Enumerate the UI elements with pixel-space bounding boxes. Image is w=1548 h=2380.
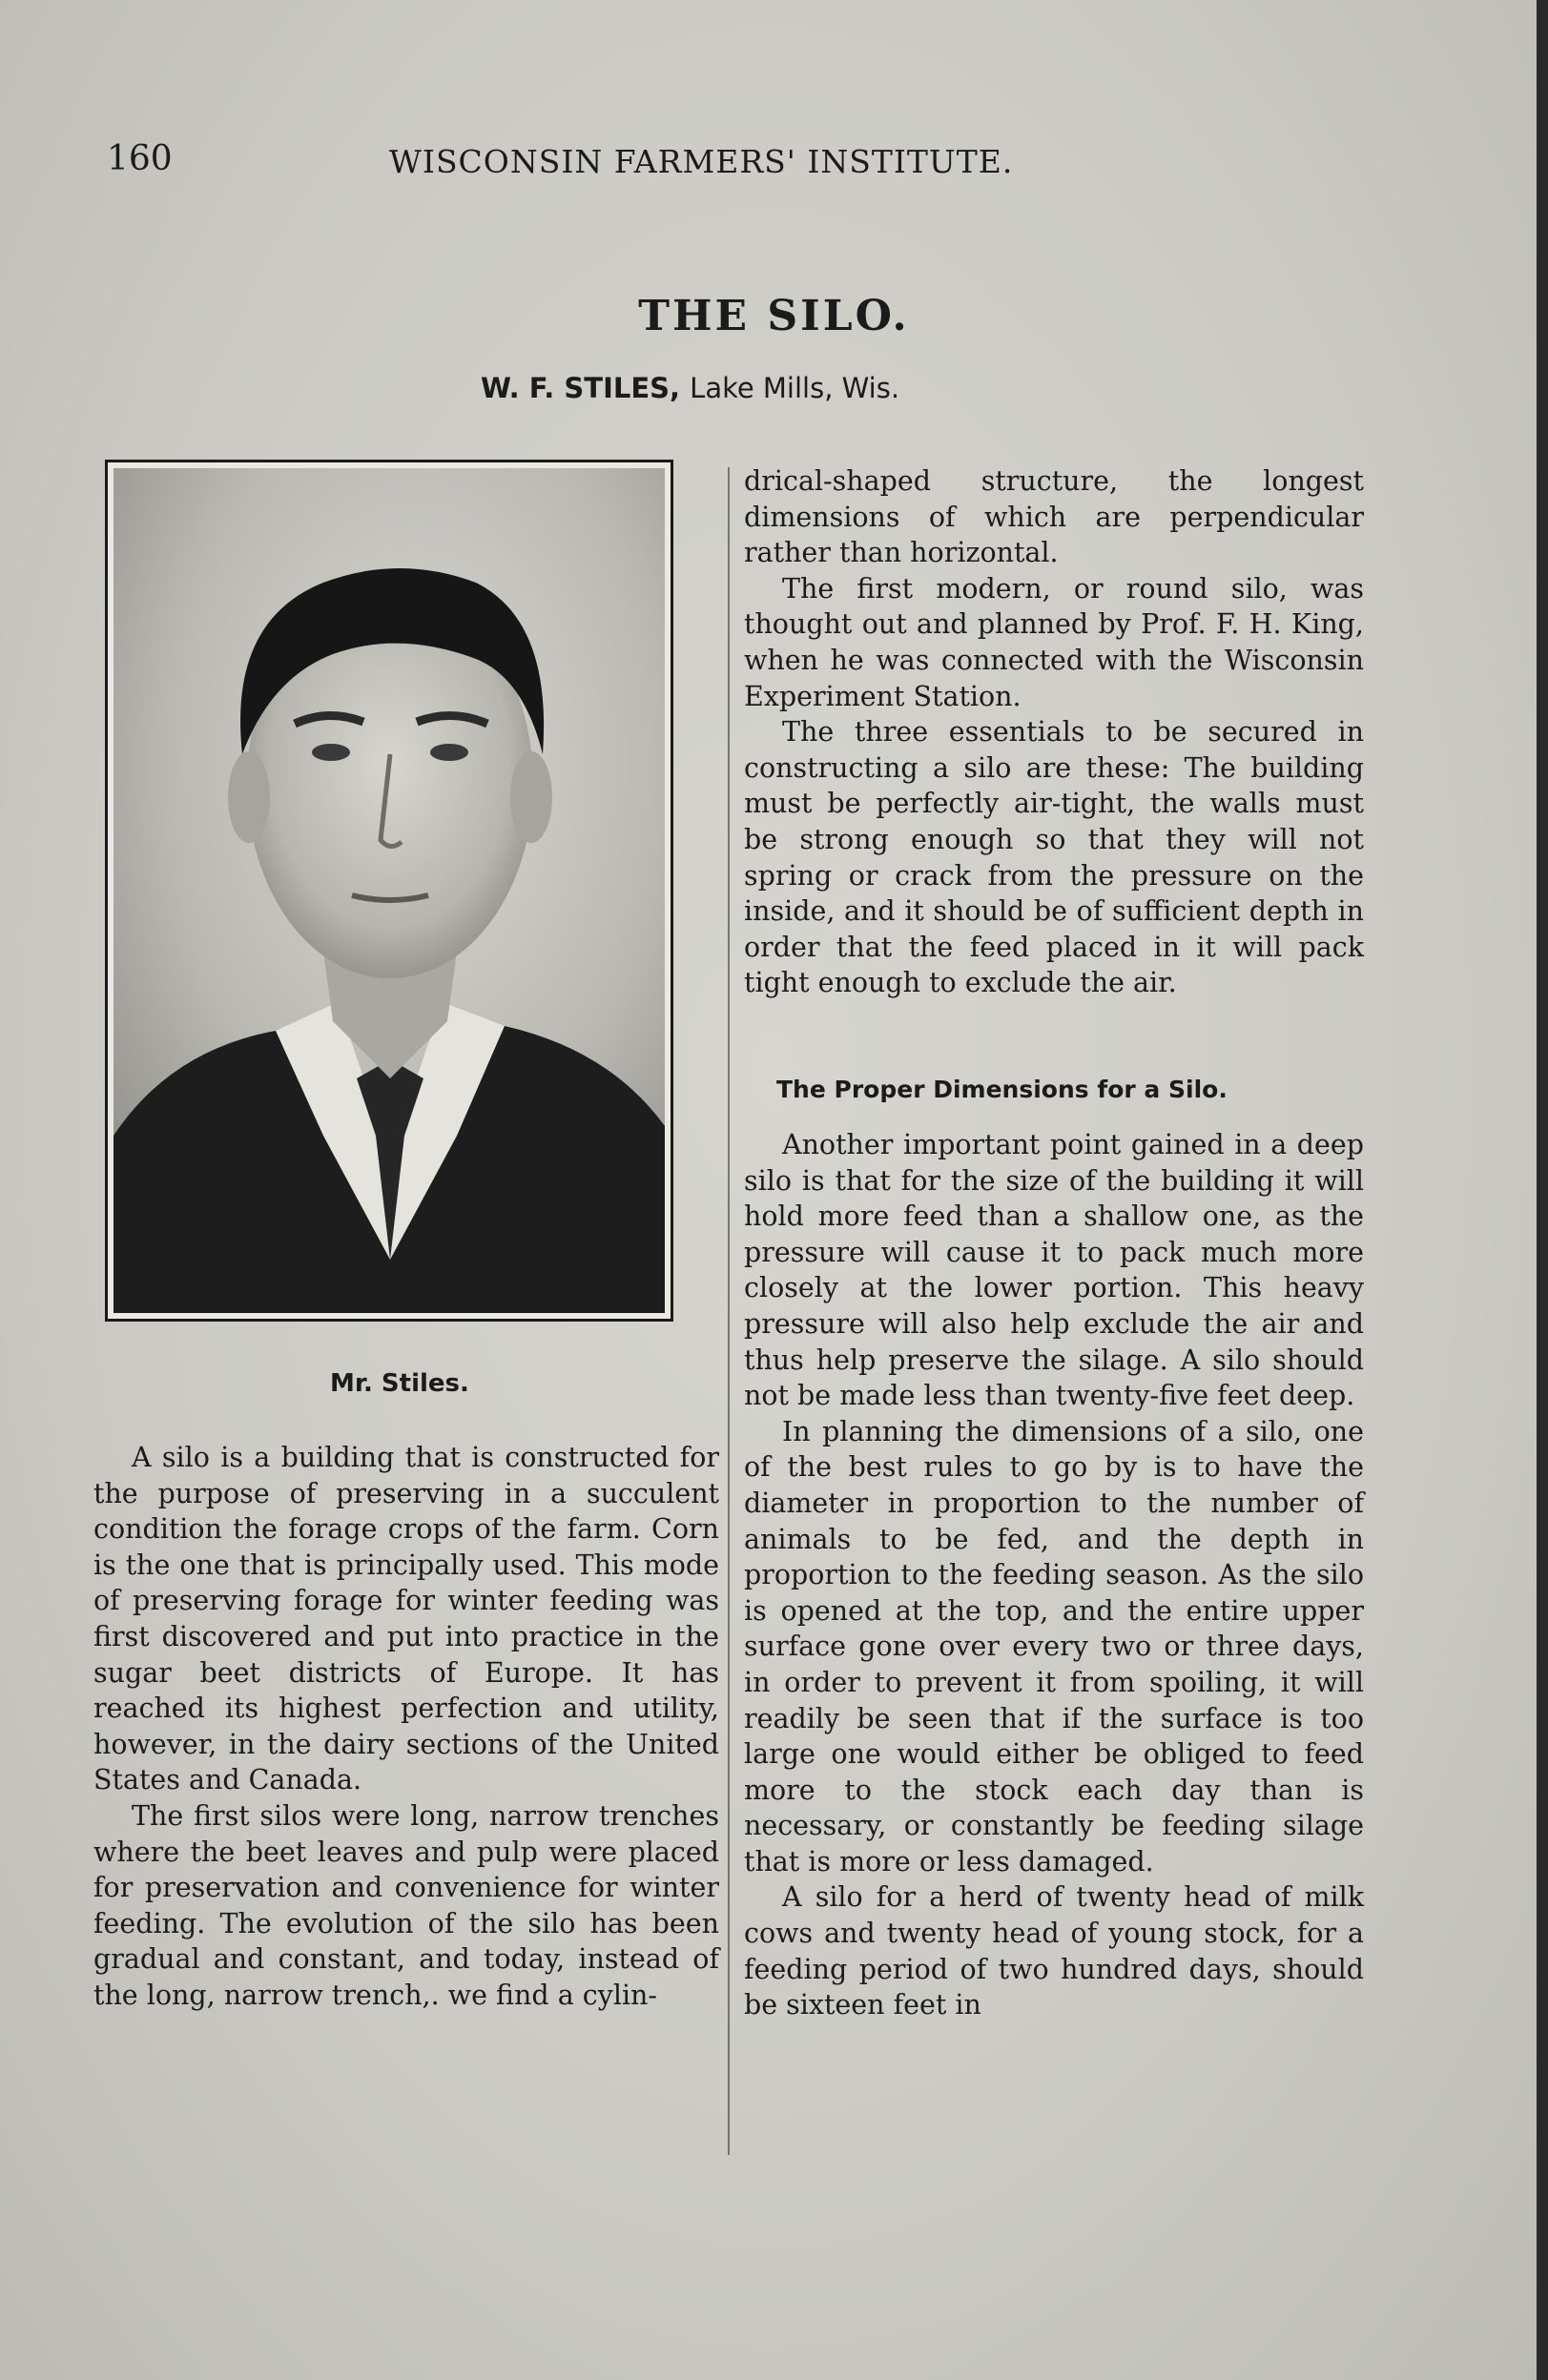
photo-caption: Mr. Stiles. [330, 1369, 469, 1398]
byline [481, 372, 899, 404]
paragraph: A silo is a building that is constructed for the purpose of preserving in a succulent condition the forage crops of the farm. Corn is the one that is principally used. This mode of preserving forage for winter feeding was first discovered and put into practice in the sugar beet districts of Europe. It has reached its highest perfection and utility, however, in the dairy sections of the United States and Canada. [93, 1442, 719, 1796]
journal-title: WISCONSIN FARMERS' INSTITUTE. [389, 143, 1014, 180]
paragraph: The first modern, or round silo, was thought out and planned by Prof. F. H. King, when he was connected with the Wisconsin Experiment Station. [744, 572, 1364, 712]
right-column-bottom [744, 1127, 1364, 2023]
column-divider [728, 467, 730, 2155]
paragraph: Another important point gained in a deep silo is that for the size of the building it will hold more feed than a shallow one, as the pressure will cause it to pack much more closely at the lower portion. This heavy pressure will also help exclude the air and thus help preserve the silage. A silo should not be made less than twenty-five feet deep. [744, 1129, 1364, 1412]
right-column-top [744, 463, 1364, 1001]
paragraph: drical-shaped structure, the longest dimensions of which are perpendicular rather than horizontal. [744, 465, 1364, 569]
section-heading: The Proper Dimensions for a Silo. [776, 1076, 1228, 1103]
page-number: 160 [107, 139, 173, 178]
paragraph: The three essentials to be secured in constructing a silo are these: The building must be perfectly air-tight, the walls must be strong enough so that they will not spring or crack from the pressure on the inside, and it should be of sufficient depth in order that the feed placed in it will pack tight enough to exclude the air. [744, 716, 1364, 999]
paragraph: The first silos were long, narrow trenches where the beet leaves and pulp were placed for preservation and convenience for winter feeding. The evolution of the silo has been gradual and constant, and today, instead of the long, narrow trench,. we find a cylin- [93, 1799, 719, 2011]
author-name: W. F. STILES, [481, 372, 681, 404]
running-head [0, 139, 1548, 187]
portrait-photo [105, 460, 673, 1322]
paragraph: In planning the dimensions of a silo, one of the best rules to go by is to have the diameter in proportion to the number of animals to be fed, and the depth in proportion to the feeding season. As the silo is opened at the top, and the entire upper surface gone over every two or three days, in order to prevent it from spoiling, it will readily be seen that if the surface is too large one would either be obliged to feed more to the stock each day than is necessary, or constantly be feeding silage that is more or less damaged. [744, 1415, 1364, 1877]
author-location: Lake Mills, Wis. [690, 372, 900, 404]
paragraph: A silo for a herd of twenty head of milk cows and twenty head of young stock, for a feeding period of two hundred days, should be sixteen feet in [744, 1881, 1364, 2021]
scan-edge [1537, 0, 1548, 2380]
left-column [93, 1440, 719, 2014]
article-title: THE SILO. [638, 292, 910, 340]
portrait-image [114, 468, 665, 1313]
